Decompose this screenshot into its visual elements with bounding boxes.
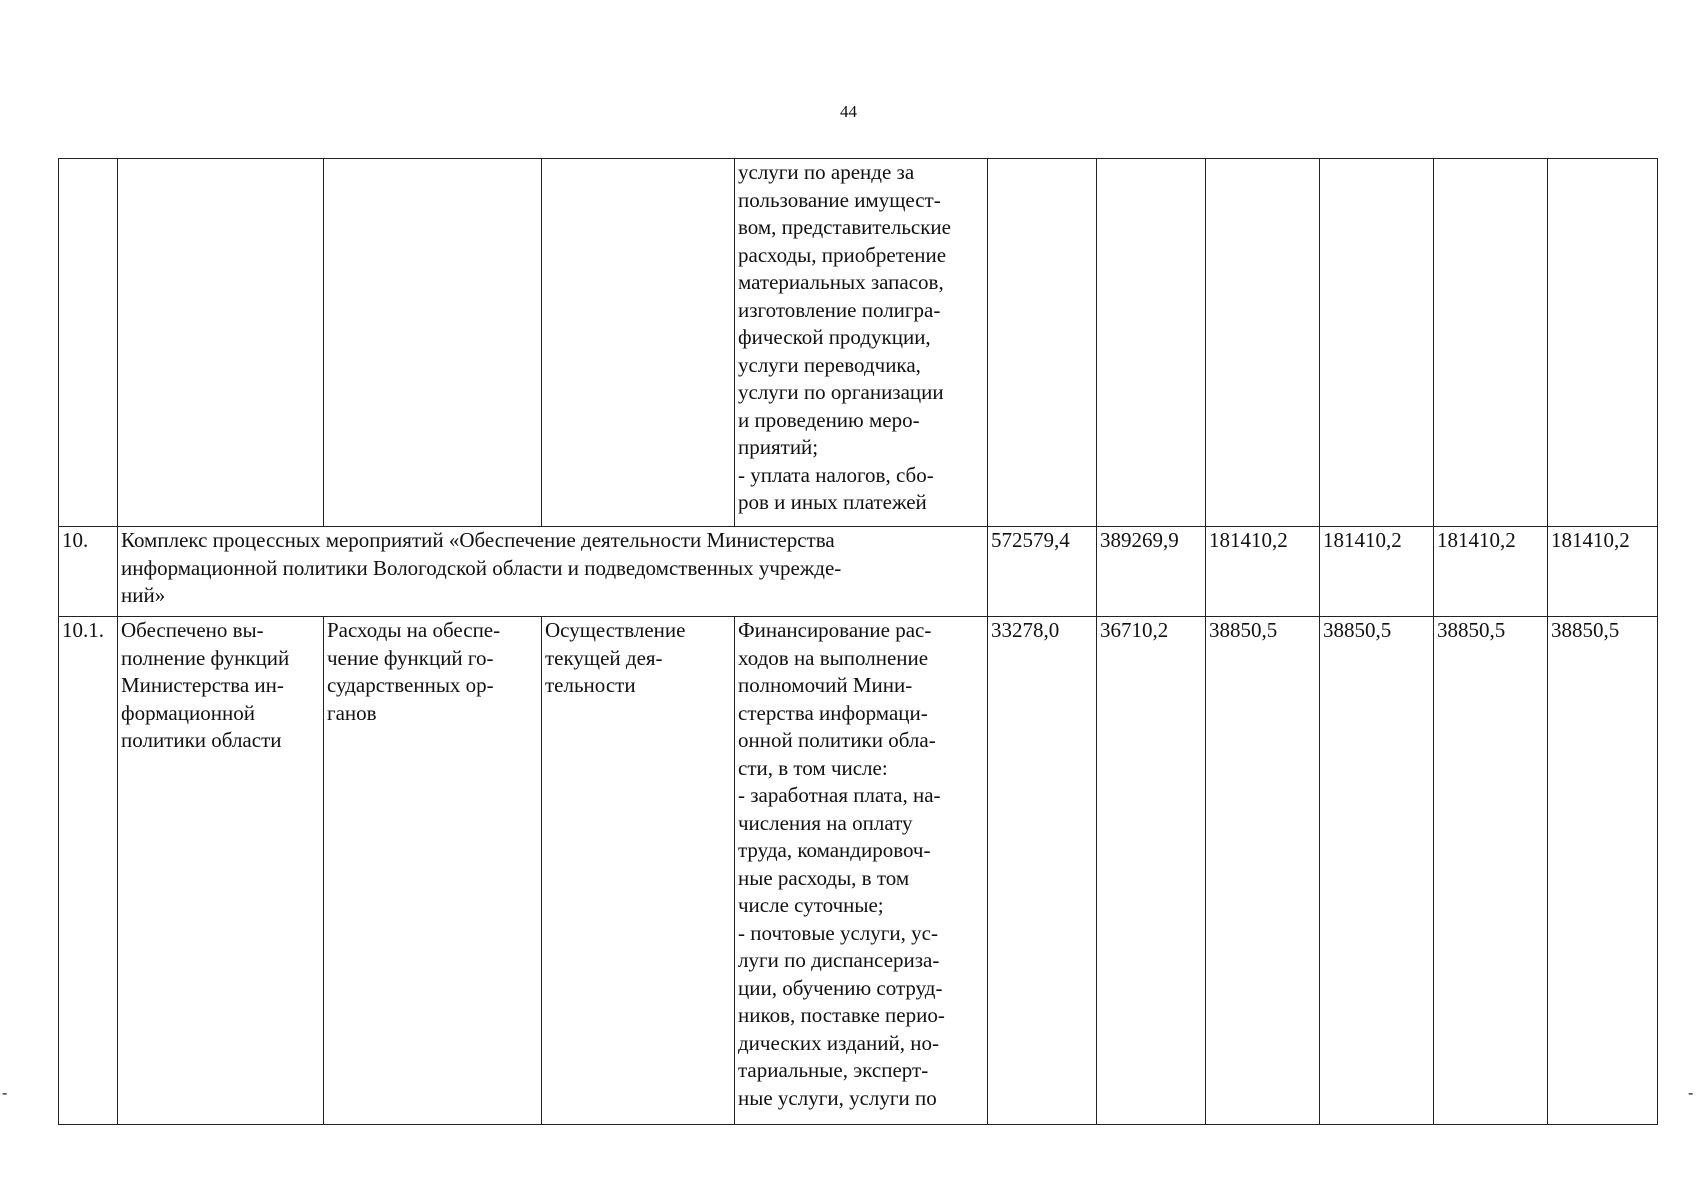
cell-value: 38850,5 [1206,617,1320,1125]
margin-mark-right: - [1688,1083,1694,1102]
cell-value [1206,159,1320,527]
cell-value: 33278,0 [988,617,1097,1125]
cell-value: 36710,2 [1097,617,1206,1125]
cell-activity [542,159,735,527]
cell-value: 181410,2 [1320,527,1434,617]
table-row-10 [59,527,1658,617]
cell-result [118,159,324,527]
cell-num: 10.1. [59,617,118,1125]
page-number: 44 [840,102,857,121]
cell-value: 389269,9 [1097,527,1206,617]
cell-value: 38850,5 [1434,617,1548,1125]
cell-value [1097,159,1206,527]
budget-table [58,158,1658,1125]
cell-expense-type [324,159,542,527]
cell-value [988,159,1097,527]
cell-description: услуги по аренде за пользование имущест- вом, представительские расходы, приобретение материальных запасов, изготовление полигра- фической продукции, услуги переводчика, услуги по организации и проведению меро- приятий; - уплата налогов, сбо- ров и иных платежей [735,159,988,527]
cell-activity: Осуществление текущей дея- тельности [542,617,735,1125]
cell-value: 38850,5 [1320,617,1434,1125]
table-row-10-1 [59,617,1658,1125]
cell-value [1548,159,1658,527]
cell-value: 572579,4 [988,527,1097,617]
cell-value: 181410,2 [1434,527,1548,617]
cell-value: 181410,2 [1548,527,1658,617]
cell-value: 181410,2 [1206,527,1320,617]
cell-value: 38850,5 [1548,617,1658,1125]
cell-num [59,159,118,527]
cell-complex-title: Комплекс процессных мероприятий «Обеспечение деятельности Министерства информационной политики Вологодской области и подведомственных учрежде- ний» [118,527,988,617]
table-row-continuation [59,159,1658,527]
margin-mark-left: - [2,1083,8,1102]
cell-description: Финансирование рас- ходов на выполнение полномочий Мини- стерства информаци- онной политики обла- сти, в том числе: - заработная плата, на- числения на оплату труда, командировоч- ные расходы, в том числе суточные; - почтовые услуги, ус- луги по диспансериза- ции, обучению сотруд- ников, поставке перио- дических изданий, но- тариальные, эксперт- ные услуги, услуги по [735,617,988,1125]
cell-num: 10. [59,527,118,617]
cell-expense-type: Расходы на обеспе- чение функций го- сударственных ор- ганов [324,617,542,1125]
cell-result: Обеспечено вы- полнение функций Министерства ин- формационной политики области [118,617,324,1125]
cell-value [1320,159,1434,527]
cell-value [1434,159,1548,527]
